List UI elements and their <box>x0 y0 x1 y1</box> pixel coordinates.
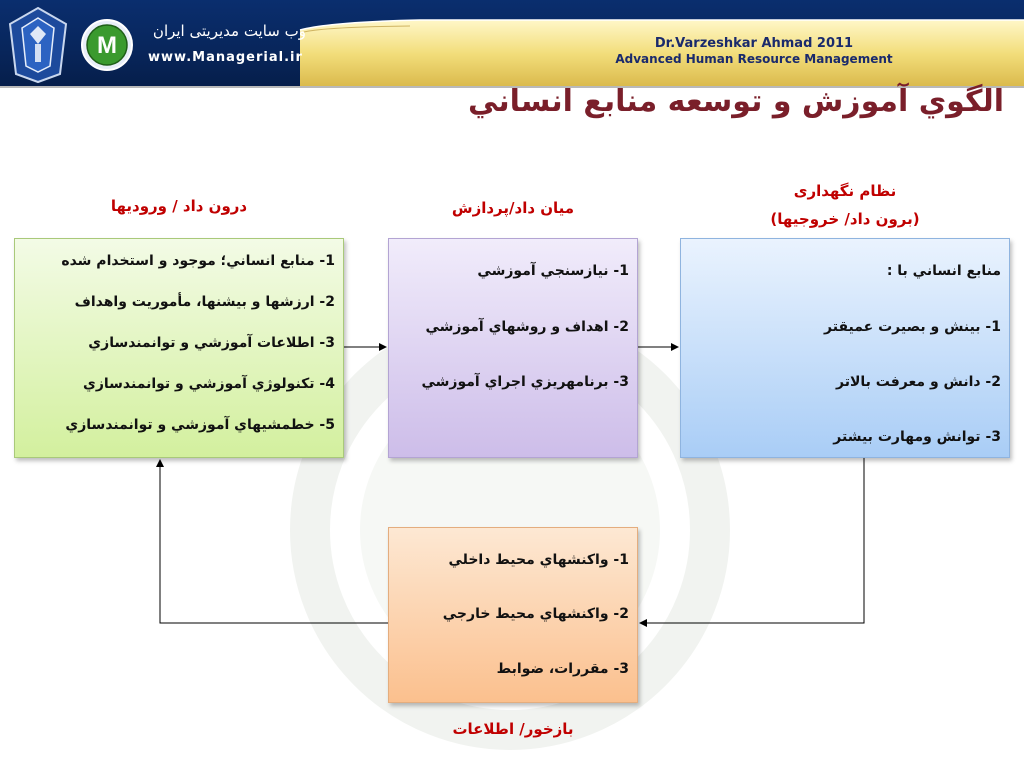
header-banner <box>0 0 1024 88</box>
process-heading: ميان داد/پردازش <box>451 199 575 217</box>
process-item: 2- اهداف و روشهاي آموزشي <box>425 319 629 335</box>
inputs-item: 2- ارزشها و بيشنها، مأموريت واهداف <box>74 294 335 310</box>
outputs-heading-line2: (برون داد/ خروجيها) <box>770 210 920 228</box>
inputs-heading: درون داد / وروديها <box>110 197 248 215</box>
outputs-intro: منابع انساني با : <box>886 263 1001 279</box>
course-line: Advanced Human Resource Management <box>615 52 893 66</box>
feedback-item: 3- مقررات، ضوابط <box>496 661 629 677</box>
outputs-item: 2- دانش و معرفت بالاتر <box>836 374 1001 390</box>
feedback-heading: بازخور/ اطلاعات <box>452 720 574 738</box>
author-line: Dr.Varzeshkar Ahmad 2011 <box>654 36 854 51</box>
outputs-box <box>680 238 1010 458</box>
process-box <box>388 238 638 458</box>
inputs-item: 5- خطمشيهاي آموزشي و توانمندسازي <box>65 417 335 433</box>
inputs-item: 3- اطلاعات آموزشي و توانمندسازي <box>88 335 335 351</box>
university-logo-icon <box>6 4 70 84</box>
feedback-item: 2- واكنشهاي محيط خارجي <box>442 606 629 622</box>
inputs-item: 1- منابع انساني؛ موجود و استخدام شده <box>61 253 335 269</box>
inputs-box <box>14 238 344 458</box>
site-name: وب سایت مدیریتی ایران <box>152 22 306 40</box>
page-title: الگوي آموزش و توسعه منابع انساني <box>467 84 1004 119</box>
process-item: 1- نيازسنجي آموزشي <box>477 263 629 279</box>
outputs-item: 3- توانش ومهارت بيشتر <box>833 429 1001 445</box>
svg-text:M: M <box>97 32 117 59</box>
process-item: 3- برنامهريزي اجراي آموزشي <box>421 374 629 390</box>
managerial-m-logo-icon <box>80 18 134 72</box>
outputs-heading-line1: نظام نگهداری <box>793 182 897 200</box>
outputs-item: 1- بينش و بصيرت عميقتر <box>824 319 1001 335</box>
site-url: www.Managerial.ir <box>148 50 303 65</box>
feedback-item: 1- واكنشهاي محيط داخلي <box>448 552 629 568</box>
inputs-item: 4- تكنولوژي آموزشي و توانمندسازي <box>82 376 335 392</box>
feedback-box <box>388 527 638 703</box>
